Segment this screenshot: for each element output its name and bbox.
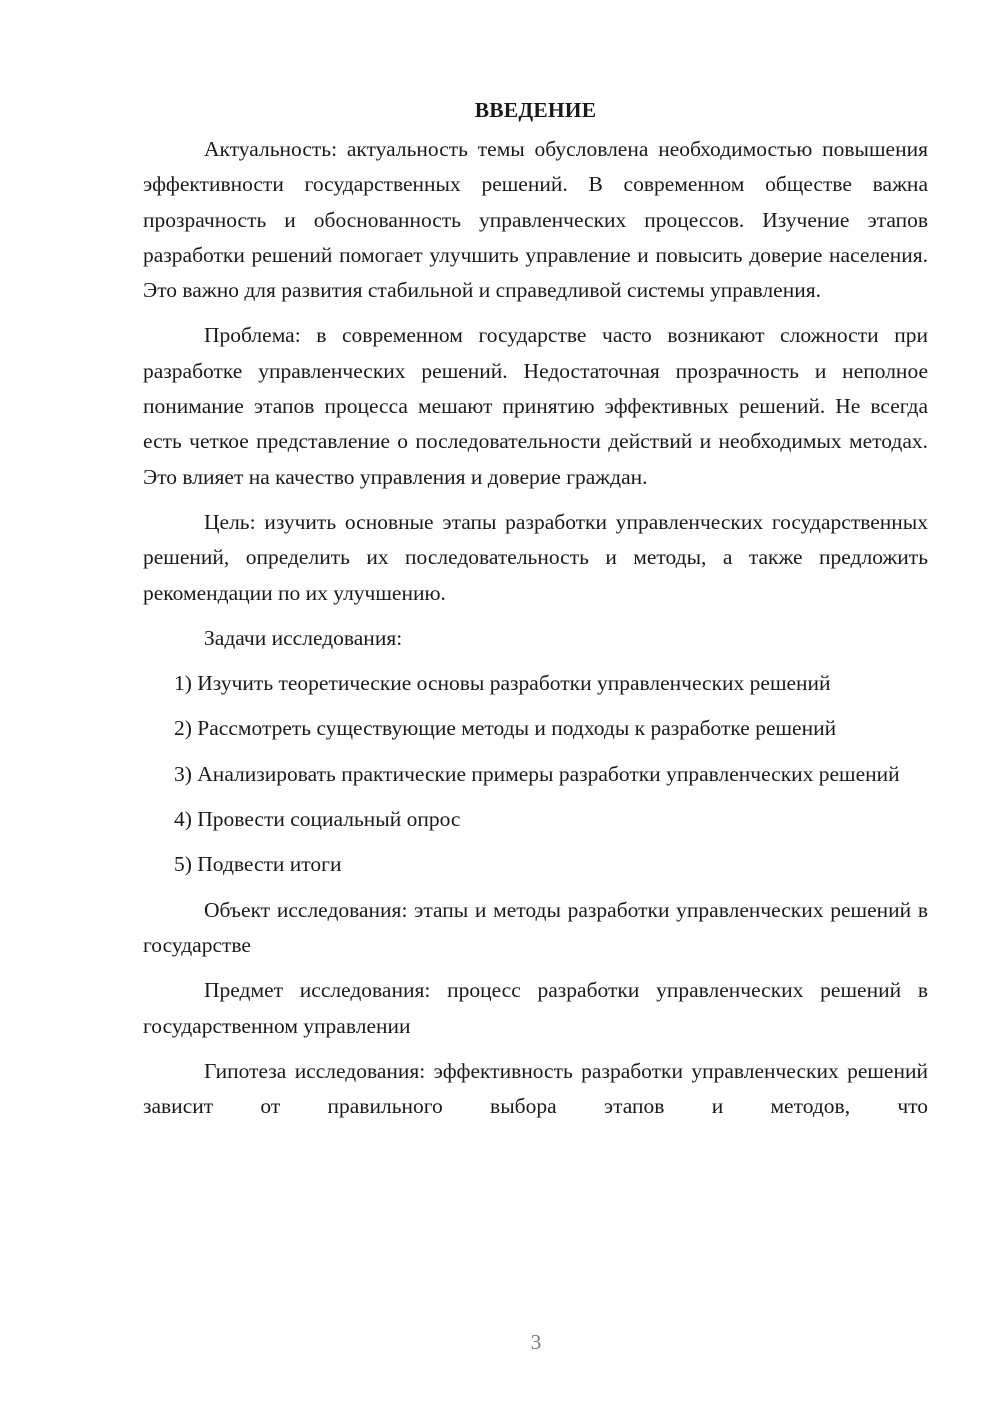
problem-paragraph: Проблема: в современном государстве часто возникают сложности при разработке управленческих решений. Недостаточная прозрачность и неполное понимание этапов процесса мешают принятию эффективных решений. Не всегда есть четкое представление о последовательности действий и необходимых методах. Это влияет на качество управления и доверие граждан. — [143, 323, 928, 489]
hypothesis-paragraph: Гипотеза исследования: эффективность разработки управленческих решений зависит от правильного выбора этапов и методов, что — [143, 1058, 928, 1119]
relevance-paragraph: Актуальность: актуальность темы обусловлена необходимостью повышения эффективности государственных решений. В современном обществе важна прозрачность и обоснованность управленческих процессов. Изучение этапов разработки решений помогает улучшить управление и повысить доверие населения. Это важно для развития стабильной и справедливой системы управления. — [143, 137, 928, 303]
page-content — [143, 93, 928, 1134]
task-item: 2) Рассмотреть существующие методы и подходы к разработке решений — [174, 716, 837, 741]
task-item: 4) Провести социальный опрос — [174, 807, 461, 832]
object-paragraph: Объект исследования: этапы и методы разработки управленческих решений в государстве — [143, 897, 928, 957]
subject-paragraph: Предмет исследования: процесс разработки управленческих решений в государственном управлении — [143, 978, 928, 1038]
task-item: 3) Анализировать практические примеры разработки управленческих решений — [174, 761, 900, 786]
task-item: 1) Изучить теоретические основы разработки управленческих решений — [174, 671, 831, 696]
page-title: ВВЕДЕНИЕ — [474, 98, 597, 122]
tasks-heading: Задачи исследования: — [204, 625, 403, 650]
goal-paragraph: Цель: изучить основные этапы разработки управленческих государственных решений, определить их последовательность и методы, а также предложить рекомендации по их улучшению. — [143, 509, 928, 605]
task-item: 5) Подвести итоги — [174, 852, 342, 877]
page-number: 3 — [530, 1330, 542, 1354]
